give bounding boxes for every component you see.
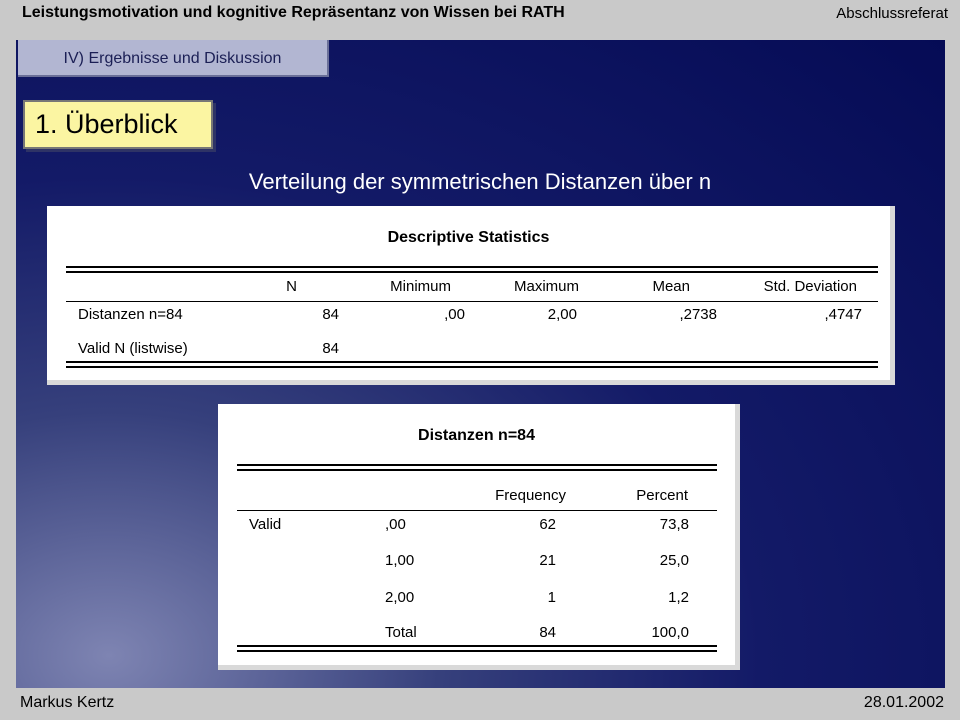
- frequency-table: [218, 404, 740, 670]
- cell-frequency: 1: [547, 589, 556, 606]
- cell-value: 2,00: [385, 589, 415, 606]
- cell-mean: ,2738: [679, 306, 717, 323]
- cell-percent: 1,2: [668, 589, 689, 606]
- column-header-frequency: Frequency: [495, 487, 566, 504]
- table-rule-bottom: [237, 645, 717, 652]
- column-header-minimum: Minimum: [390, 278, 451, 295]
- table-title: Distanzen n=84: [418, 427, 535, 444]
- row-label: Valid N (listwise): [78, 340, 188, 357]
- cell-value: ,00: [385, 516, 406, 533]
- group-label-valid: Valid: [249, 516, 282, 533]
- topic-heading: 1. Überblick: [23, 100, 213, 149]
- cell-std-deviation: ,4747: [824, 306, 862, 323]
- column-header-n: N: [286, 278, 297, 295]
- cell-frequency: 21: [539, 552, 556, 569]
- cell-value: 1,00: [385, 552, 415, 569]
- footer-author: Markus Kertz: [20, 694, 115, 711]
- column-header-mean: Mean: [652, 278, 690, 295]
- cell-frequency-total: 84: [539, 624, 556, 641]
- cell-n: 84: [322, 306, 339, 323]
- table-rule-header: [237, 510, 717, 511]
- cell-frequency: 62: [539, 516, 556, 533]
- cell-maximum: 2,00: [547, 306, 577, 323]
- footer-date: 28.01.2002: [863, 694, 944, 711]
- header-title: Leistungsmotivation und kognitive Repräsentanz von Wissen bei RATH: [22, 4, 565, 21]
- table-rule-bottom: [66, 361, 878, 368]
- descriptive-statistics-table: [47, 206, 895, 385]
- table-title: Descriptive Statistics: [387, 229, 550, 246]
- cell-value-total: Total: [385, 624, 417, 641]
- column-header-std-deviation: Std. Deviation: [763, 278, 857, 295]
- slide-subtitle: Verteilung der symmetrischen Distanzen über n: [248, 169, 712, 194]
- section-tab: IV) Ergebnisse und Diskussion: [18, 40, 329, 77]
- cell-percent: 73,8: [659, 516, 689, 533]
- cell-minimum: ,00: [444, 306, 465, 323]
- table-rule-header: [66, 301, 878, 302]
- table-rule-top: [66, 266, 878, 273]
- cell-percent-total: 100,0: [651, 624, 689, 641]
- column-header-maximum: Maximum: [513, 278, 579, 295]
- cell-n: 84: [322, 340, 339, 357]
- row-label: Distanzen n=84: [78, 306, 183, 323]
- cell-percent: 25,0: [659, 552, 689, 569]
- table-rule-top: [237, 464, 717, 471]
- column-header-percent: Percent: [636, 487, 688, 504]
- header-tag: Abschlussreferat: [836, 5, 948, 22]
